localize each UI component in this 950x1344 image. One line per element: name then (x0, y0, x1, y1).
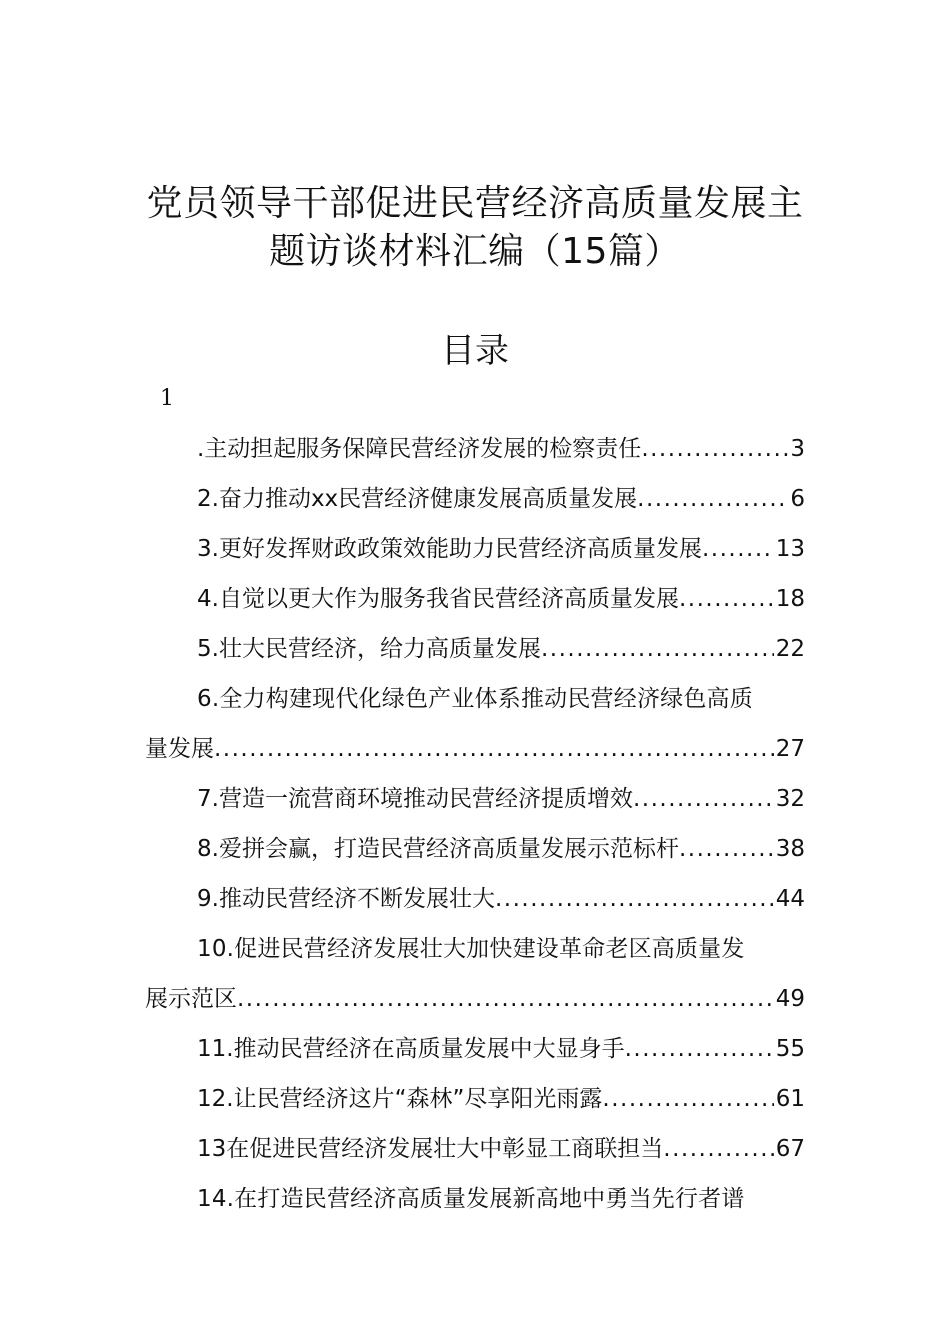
toc-entry-title: 3.更好发挥财政政策效能助力民营经济高质量发展 (197, 536, 702, 562)
toc-leader-dots (541, 634, 774, 664)
toc-entry-title: 13在促进民营经济发展壮大中彰显工商联担当 (197, 1136, 664, 1162)
toc-leader-dots (637, 484, 788, 514)
toc-entry-page: 61 (775, 1086, 805, 1112)
toc-entry[interactable] (145, 984, 805, 1014)
document-title-line-1: 党员领导干部促进民营经济高质量发展主 (146, 183, 804, 224)
toc-entry-title: 8.爱拼会赢，打造民营经济高质量发展示范标杆 (197, 836, 679, 862)
toc-entry-page: 18 (775, 586, 805, 612)
toc-entry[interactable] (145, 784, 805, 814)
toc-entry[interactable] (145, 834, 805, 864)
toc-leader-dots (237, 984, 774, 1014)
toc-leader-dots (214, 734, 774, 764)
toc-entry[interactable] (145, 1034, 805, 1064)
toc-entry[interactable] (145, 634, 805, 664)
toc-entry-page: 67 (775, 1136, 805, 1162)
toc-leader-dots (602, 1084, 773, 1114)
toc-entry-page: 27 (775, 736, 805, 762)
toc-entry-title: 4.自觉以更大作为服务我省民营经济高质量发展 (197, 586, 679, 612)
toc-entry[interactable] (145, 884, 805, 914)
toc-entry-title: 11.推动民营经济在高质量发展中大显身手 (197, 1036, 625, 1062)
toc-leader-dots (625, 1034, 774, 1064)
toc-entry-title: 9.推动民营经济不断发展壮大 (197, 886, 495, 912)
toc-entry-title-line-1[interactable]: 10.促进民营经济发展壮大加快建设革命老区高质量发 (197, 936, 745, 962)
toc-entry-page: 55 (775, 1036, 805, 1062)
toc-entry[interactable] (145, 734, 805, 764)
toc-entry[interactable] (145, 584, 805, 614)
toc-entry-title: .主动担起服务保障民营经济发展的检察责任 (197, 436, 642, 462)
toc-entry-page: 38 (775, 836, 805, 862)
toc-leader-dots (702, 534, 774, 564)
toc-heading: 目录 (441, 331, 509, 371)
toc-entry[interactable] (145, 1084, 805, 1114)
toc-entry-page: 3 (790, 436, 805, 462)
toc-leader-dots (641, 434, 788, 464)
toc-entry[interactable] (145, 434, 805, 464)
toc-entry-page: 32 (775, 786, 805, 812)
toc-entry[interactable] (145, 534, 805, 564)
toc-leader-dots (495, 884, 774, 914)
toc-leader-dots (679, 584, 774, 614)
toc-entry-title-line-2: 展示范区 (145, 986, 237, 1012)
toc-entry-title: 5.壮大民营经济，给力高质量发展 (197, 636, 541, 662)
toc-entry-title: 7.营造一流营商环境推动民营经济提质增效 (197, 786, 633, 812)
toc-entry[interactable] (145, 484, 805, 514)
toc-leader-dots (663, 1134, 773, 1164)
toc-entry-title-line-1[interactable]: 6.全力构建现代化绿色产业体系推动民营经济绿色高质 (197, 686, 753, 712)
document-title-line-2: 题访谈材料汇编（15篇） (269, 231, 681, 272)
toc-entry[interactable] (145, 1134, 805, 1164)
toc-entry-page: 6 (790, 486, 805, 512)
toc-entry-page: 49 (775, 986, 805, 1012)
toc-entry-page: 44 (775, 886, 805, 912)
toc-entry-title: 2.奋力推动xx民营经济健康发展高质量发展 (197, 486, 638, 512)
toc-entry-page: 13 (775, 536, 805, 562)
toc-entry-title-line-2: 量发展 (145, 736, 214, 762)
toc-leader-dots (679, 834, 774, 864)
toc-entry-title-line-1[interactable]: 14.在打造民营经济高质量发展新高地中勇当先行者谱 (197, 1186, 745, 1212)
toc-entry-page: 22 (775, 636, 805, 662)
toc-entry-title: 12.让民营经济这片“森林”尽享阳光雨露 (197, 1086, 603, 1112)
toc-leader-dots (633, 784, 774, 814)
page-marker: 1 (160, 386, 174, 411)
